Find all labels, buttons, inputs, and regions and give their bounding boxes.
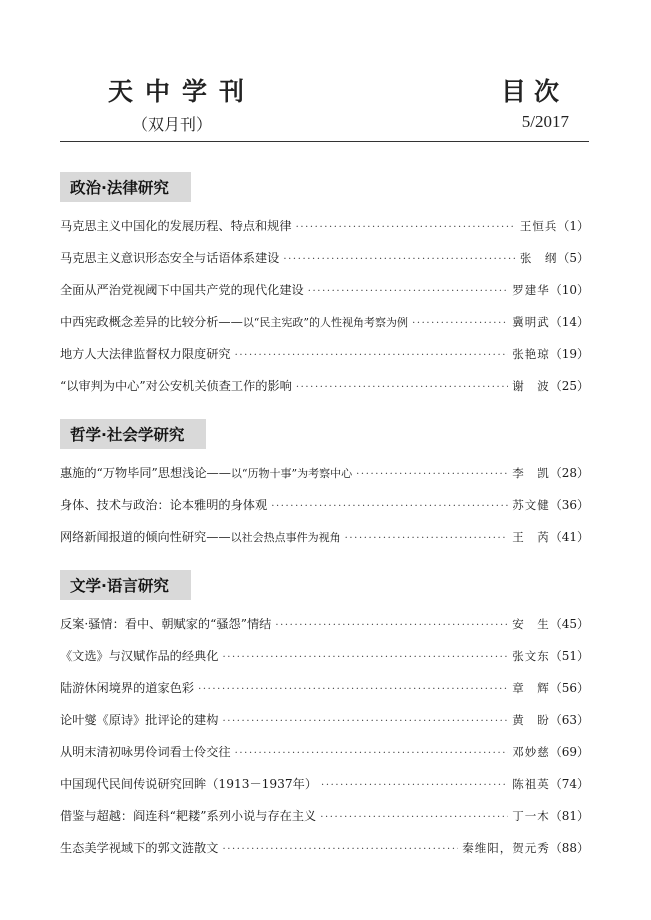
dot-leader: [296, 212, 516, 244]
toc-entry[interactable]: [60, 457, 589, 489]
section-heading: 政治·法律研究: [60, 172, 191, 202]
header-divider: [60, 141, 589, 142]
entry-title: 中国现代民间传说研究回眸（1913－1937年）: [60, 777, 318, 791]
entry-title: 中西宪政概念差异的比较分析——: [60, 315, 243, 329]
entry-author: 邓妙慈: [512, 745, 550, 759]
toc-entry[interactable]: [60, 800, 589, 832]
dot-leader: [356, 459, 508, 491]
toc-entry[interactable]: [60, 608, 589, 640]
entry-title: 惠施的“万物毕同”思想浅论——: [60, 466, 231, 480]
entry-page-number: （19）: [549, 347, 589, 361]
entry-title: 马克思主义意识形态安全与话语体系建设: [60, 251, 280, 265]
dot-leader: [222, 642, 508, 674]
entry-page-number: （81）: [549, 809, 589, 823]
entry-page-number: （45）: [549, 617, 589, 631]
entry-page-number: （88）: [549, 841, 589, 855]
dot-leader: [283, 244, 515, 276]
entry-title: 身体、技术与政治：论本雅明的身体观: [60, 498, 268, 512]
toc-section: [60, 419, 589, 553]
entry-subtitle: 以社会热点事件为视角: [230, 531, 341, 544]
dot-leader: [222, 834, 458, 866]
dot-leader: [308, 276, 508, 308]
entry-subtitle: 以“历物十事”为考察中心: [230, 467, 353, 480]
entry-page-number: （56）: [549, 681, 589, 695]
entry-title: “以审判为中心”对公安机关侦查工作的影响: [60, 379, 292, 393]
entry-page-number: （69）: [549, 745, 589, 759]
toc-entry[interactable]: [60, 672, 589, 704]
entry-title: 马克思主义中国化的发展历程、特点和规律: [60, 219, 292, 233]
entry-title: 生态美学视域下的郭文涟散文: [60, 841, 219, 855]
toc-entry[interactable]: [60, 242, 589, 274]
entry-subtitle: 以“民主宪政”的人性视角考察为例: [242, 316, 409, 329]
entry-page-number: （74）: [549, 777, 589, 791]
toc-entry[interactable]: [60, 704, 589, 736]
toc-entry[interactable]: [60, 736, 589, 768]
entry-author: 谢 波: [512, 379, 550, 393]
entry-page-number: （41）: [549, 530, 589, 544]
toc-entry[interactable]: [60, 640, 589, 672]
toc-entry[interactable]: [60, 306, 589, 338]
dot-leader: [271, 491, 508, 523]
entry-title: 论叶燮《原诗》批评论的建构: [60, 713, 219, 727]
entry-author: 秦维阳，贺元秀: [462, 841, 550, 855]
entry-page-number: （14）: [549, 315, 589, 329]
entry-author: 黄 盼: [512, 713, 550, 727]
entry-author: 李 凯: [512, 466, 550, 480]
entry-page-number: （25）: [549, 379, 589, 393]
entry-author: 丁一木: [512, 809, 550, 823]
toc-section: [60, 570, 589, 864]
toc-entry[interactable]: [60, 521, 589, 553]
entry-title: 《文选》与汉赋作品的经典化: [60, 649, 219, 663]
dot-leader: [198, 674, 508, 706]
entry-title: 借鉴与超越：阎连科“耙耧”系列小说与存在主义: [60, 809, 317, 823]
entry-title: 陆游休闲境界的道家色彩: [60, 681, 195, 695]
entry-author: 张艳琼: [512, 347, 550, 361]
toc-title: 目次: [500, 77, 567, 106]
entry-author: 张文东: [512, 649, 550, 663]
entry-title: 全面从严治党视阈下中国共产党的现代化建设: [60, 283, 304, 297]
entry-author: 苏文健: [512, 498, 550, 512]
entry-author: 罗建华: [512, 283, 550, 297]
entry-author: 冀明武: [512, 315, 550, 329]
issue-number: 5/2017: [521, 112, 569, 131]
entry-page-number: （28）: [549, 466, 589, 480]
entry-author: 王 芮: [512, 530, 550, 544]
entry-page-number: （1）: [557, 219, 589, 233]
entry-title: 反案·骚情：看中、朝赋家的“骚怨”情结: [60, 617, 272, 631]
dot-leader: [321, 770, 508, 802]
dot-leader: [235, 738, 509, 770]
section-heading: 哲学·社会学研究: [60, 419, 206, 449]
entry-author: 章 辉: [512, 681, 550, 695]
dot-leader: [320, 802, 508, 834]
section-heading: 文学·语言研究: [60, 570, 191, 600]
toc-entry[interactable]: [60, 338, 589, 370]
journal-title: 天中学刊: [108, 77, 257, 106]
entry-page-number: （51）: [549, 649, 589, 663]
page-header: [60, 70, 589, 142]
entry-author: 张 纲: [519, 251, 558, 265]
dot-leader: [235, 340, 509, 372]
dot-leader: [412, 308, 508, 340]
dot-leader: [222, 706, 508, 738]
toc-entry[interactable]: [60, 768, 589, 800]
entry-page-number: （36）: [549, 498, 589, 512]
entry-author: 陈祖英: [512, 777, 550, 791]
entry-page-number: （5）: [557, 251, 589, 265]
entry-title: 网络新闻报道的倾向性研究——: [60, 530, 231, 544]
entry-title: 地方人大法律监督权力限度研究: [60, 347, 231, 361]
entry-title: 从明末清初咏男伶词看士伶交往: [60, 745, 231, 759]
toc-entry[interactable]: [60, 274, 589, 306]
toc-entry[interactable]: [60, 832, 589, 864]
toc-sections: [60, 172, 589, 881]
entry-page-number: （10）: [549, 283, 589, 297]
toc-entry[interactable]: [60, 370, 589, 402]
dot-leader: [296, 372, 508, 404]
entry-page-number: （63）: [549, 713, 589, 727]
dot-leader: [345, 523, 509, 555]
toc-entry[interactable]: [60, 489, 589, 521]
dot-leader: [275, 610, 508, 642]
toc-section: [60, 172, 589, 402]
entry-author: 王恒兵: [519, 219, 558, 233]
publication-frequency: （双月刊）: [132, 115, 213, 134]
entry-author: 安 生: [512, 617, 550, 631]
toc-entry[interactable]: [60, 210, 589, 242]
